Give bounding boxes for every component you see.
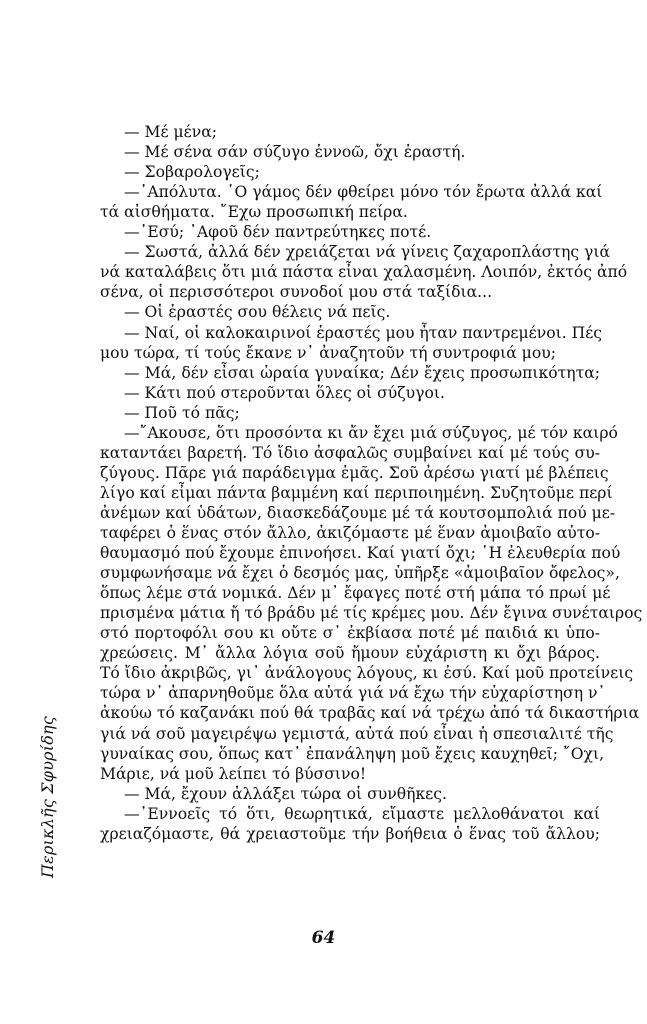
text-line: συμφωνήσαμε νά ἔχει ὁ δεσμός μας, ὑπῆρξε «ἀμοιβαῖον ὄφελος», bbox=[100, 564, 620, 583]
text-line: — Ποῦ τό πᾶς; bbox=[124, 403, 240, 422]
text-line: ταφέρει ὁ ἕνας στόν ἄλλο, ἀκιζόμαστε μέ ἕναν ἀμοιβαῖο αὐτο- bbox=[100, 524, 600, 542]
text-line: μου τώρα, τί τούς ἔκανε ν᾿ ἀναζητοῦν τή συντροφιά μου; bbox=[100, 343, 556, 362]
text-line: τά αἰσθήματα. ῎Εχω προσωπική πείρα. bbox=[100, 203, 408, 222]
text-line: — Μά, ἔχουν ἀλλάξει τώρα οἱ συνθῆκες. bbox=[124, 784, 447, 803]
text-line: —῎Ακουσε, ὅτι προσόντα κι ἄν ἔχει μιά σύζυγος, μέ τόν καιρό bbox=[124, 423, 618, 442]
text-line: σένα, οἱ περισσότεροι συνοδοί μου στά ταξίδια... bbox=[100, 283, 493, 302]
text-line: —᾿Εννοεῖς τό ὅτι, θεωρητικά, εἴμαστε μελλοθάνατοι καί bbox=[124, 804, 600, 823]
text-line: — Μέ μένα; bbox=[124, 123, 218, 141]
text-line: ἀκούω τό καζανάκι πού θά τραβᾶς καί νά τρέχω ἀπό τά δικαστήρια bbox=[100, 704, 640, 723]
text-line: νά καταλάβεις ὅτι μιά πάστα εἶναι χαλασμένη. Λοιπόν, ἐκτός ἀπό bbox=[100, 263, 628, 282]
text-line: πρισμένα μάτια ἤ τό βράδυ μέ τίς κρέμες μου. Δέν ἔγινα συνέταιρος bbox=[100, 604, 643, 623]
page-number: 64 bbox=[311, 928, 336, 948]
text-line: —᾿Εσύ; ᾿Αφοῦ δέν παντρεύτηκες ποτέ. bbox=[124, 223, 432, 242]
text-line: —᾿Απόλυτα. ῾Ο γάμος δέν φθείρει μόνο τόν ἔρωτα ἀλλά καί bbox=[124, 183, 603, 202]
text-line: Μάριε, νά μοῦ λείπει τό βύσσινο! bbox=[100, 764, 367, 783]
text-line: θαυμασμό πού ἔχουμε ἐπινοήσει. Καί γιατί ὄχι; ῾Η ἐλευθερία πού bbox=[100, 544, 621, 563]
text-line: Τό ἴδιο ἀκριβῶς, γι᾿ ἀνάλογους λόγους, κι ἐσύ. Καί μοῦ προτείνεις bbox=[100, 664, 634, 683]
text-line: — Ναί, οἱ καλοκαιρινοί ἐραστές μου ἦταν παντρεμένοι. Πές bbox=[124, 323, 603, 342]
text-line: γιά νά σοῦ μαγειρέψω γεμιστά, αὐτά πού εἶναι ἡ σπεσιαλιτέ τῆς bbox=[100, 724, 614, 743]
text-line: — Κάτι πού στεροῦνται ὅλες οἱ σύζυγοι. bbox=[124, 383, 445, 402]
running-head-author: Περικλῆς Σφυρίδης bbox=[38, 716, 57, 878]
text-line: τώρα ν᾿ ἀπαρνηθοῦμε ὅλα αὐτά γιά νά ἔχω τήν εὐχαρίστηση ν᾿ bbox=[100, 684, 606, 703]
text-line: — Οἱ ἐραστές σου θέλεις νά πεῖς. bbox=[124, 303, 391, 322]
text-line: λίγο καί εἶμαι πάντα βαμμένη καί περιποιημένη. Συζητοῦμε περί bbox=[100, 483, 613, 502]
text-line: ζύγους. Πᾶρε γιά παράδειγμα ἐμᾶς. Σοῦ ἀρέσω γιατί μέ βλέπεις bbox=[100, 463, 609, 482]
text-line: χρειαζόμαστε, θά χρειαστοῦμε τήν βοήθεια ὁ ἕνας τοῦ ἄλλου; bbox=[100, 824, 600, 843]
text-line: — Μά, δέν εἶσαι ὡραία γυναίκα; Δέν ἔχεις προσωπικότητα; bbox=[124, 363, 600, 382]
text-line: — Σωστά, ἀλλά δέν χρειάζεται νά γίνεις ζαχαροπλάστης γιά bbox=[124, 243, 611, 262]
text-line: γυναίκας σου, ὅπως κατ᾿ ἐπανάληψη μοῦ ἔχεις καυχηθεῖ; ῎Οχι, bbox=[100, 744, 605, 763]
text-line: στό πορτοφόλι σου κι οὔτε σ᾿ ἐκβίασα ποτέ μέ παιδιά κι ὑπο- bbox=[100, 624, 600, 643]
text-line: χρεώσεις. Μ᾿ ἄλλα λόγια σοῦ ἤμουν εὐχάριστη κι ὄχι βάρος. bbox=[100, 644, 600, 663]
text-line: καταντάει βαρετή. Τό ἴδιο ἀσφαλῶς συμβαίνει καί μέ τούς συ- bbox=[100, 443, 600, 462]
text-line: — Μέ σένα σάν σύζυγο ἐννοῶ, ὄχι ἐραστή. bbox=[124, 143, 466, 162]
text-line: ἀνέμων καί ὑδάτων, διασκεδάζουμε μέ τά κουτσομπολιά πού με- bbox=[100, 503, 616, 522]
text-line: ὅπως λέμε στά νομικά. Δέν μ᾿ ἔφαγες ποτέ στή μάπα τό πρωί μέ bbox=[100, 584, 611, 603]
text-line: — Σοβαρολογεῖς; bbox=[124, 163, 260, 182]
